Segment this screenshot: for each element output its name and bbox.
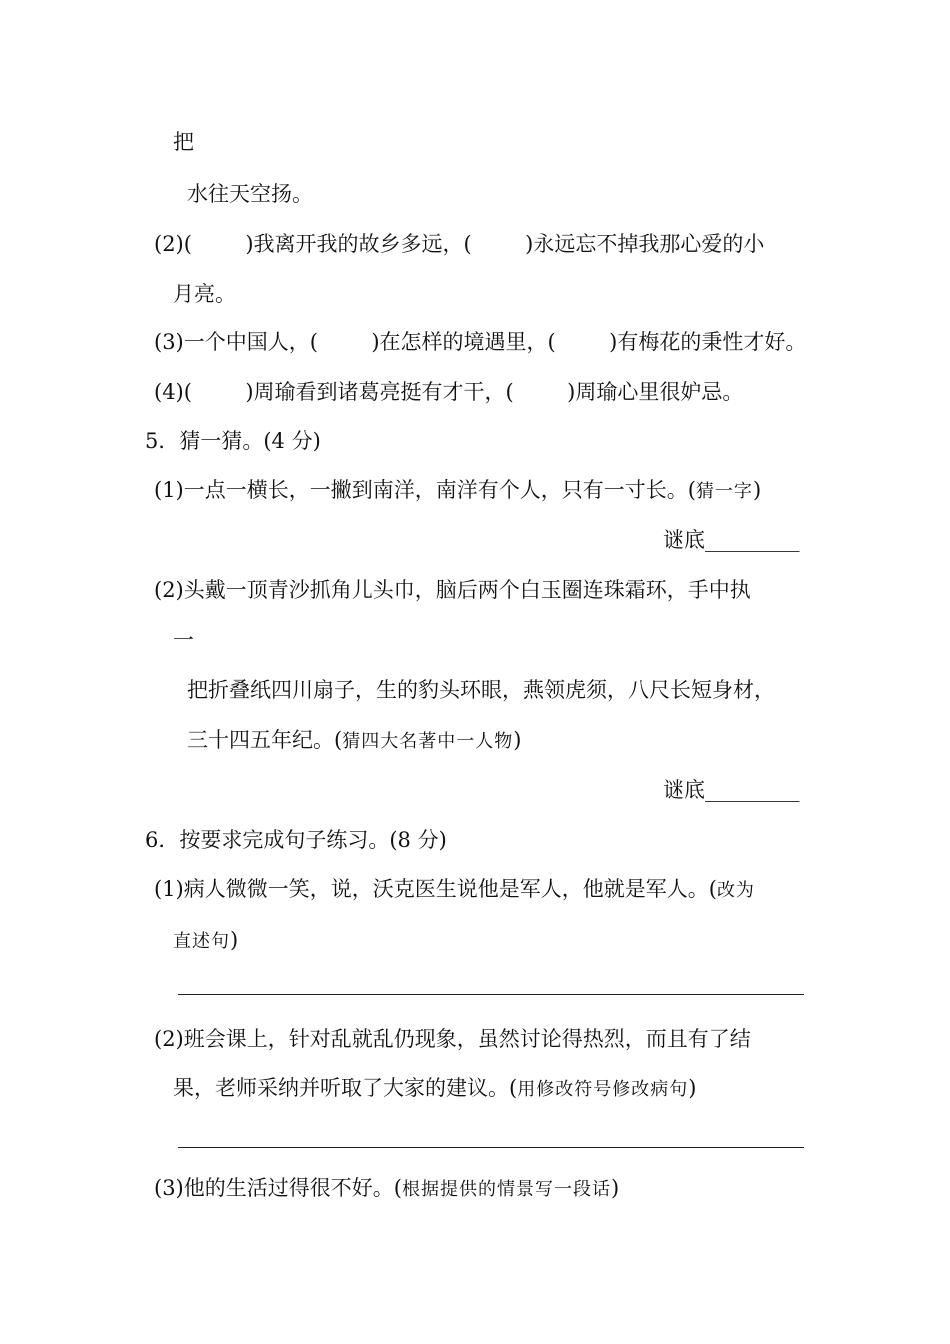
q6-item-1 xyxy=(154,875,755,905)
q4-item-4: (4)( )周瑜看到诸葛亮挺有才干，( )周瑜心里很妒忌。 xyxy=(154,380,744,404)
q5-answer-1[interactable]: 谜底_________ xyxy=(663,528,800,552)
q5-item-1-close: ) xyxy=(752,478,762,502)
q4-item-2: (2)( )我离开我的故乡多远，( )永远忘不掉我那心爱的小 xyxy=(154,232,765,256)
q5-item-2-cont-3 xyxy=(187,726,521,756)
q6-item-3-close: ) xyxy=(610,1176,620,1200)
q6-answer-line-2[interactable] xyxy=(178,1147,804,1148)
q4-line-1: 把 xyxy=(173,130,194,154)
q6-item-1-hint-a: 改为 xyxy=(716,880,755,901)
q6-item-3 xyxy=(154,1174,619,1204)
q6-title: 6．按要求完成句子练习。(8 分) xyxy=(145,828,447,852)
q5-item-2-close: ) xyxy=(513,728,522,752)
q6-item-2-hint: 用修改符号修改病句 xyxy=(517,1079,689,1100)
q6-item-1-hint-b: 直述句 xyxy=(173,931,230,952)
q5-item-1-text: (1)一点一横长，一撇到南洋，南洋有个人，只有一寸长。( xyxy=(154,478,696,502)
q5-item-2: (2)头戴一顶青沙抓角儿头巾，脑后两个白玉圈连珠霜环，手中执 xyxy=(154,578,751,602)
q6-item-1-text: (1)病人微微一笑，说，沃克医生说他是军人，他就是军人。( xyxy=(154,877,717,901)
q5-item-2-hint: 猜四大名著中一人物 xyxy=(342,731,514,752)
q6-item-2-close: ) xyxy=(688,1076,697,1100)
q5-answer-2[interactable]: 谜底_________ xyxy=(663,778,800,802)
q6-item-3-hint: 根据提供的情景写一段话 xyxy=(401,1179,611,1200)
q6-item-2: (2)班会课上，针对乱就乱仍现象，虽然讨论得热烈，而且有了结 xyxy=(154,1027,751,1051)
q5-item-2-cont-2: 把折叠纸四川扇子，生的豹头环眼，燕领虎须，八尺长短身材， xyxy=(187,678,775,702)
q5-title: 5．猜一猜。(4 分) xyxy=(145,429,321,453)
q6-item-1-close: ) xyxy=(230,928,239,952)
q5-item-1 xyxy=(154,476,761,506)
q6-item-2-cont xyxy=(173,1074,696,1104)
q6-item-2-text: 果，老师采纳并听取了大家的建议。( xyxy=(173,1076,518,1100)
q4-line-2: 水往天空扬。 xyxy=(187,182,313,206)
q5-item-2-text: 三十四五年纪。( xyxy=(187,728,343,752)
q5-item-2-cont-1: 一 xyxy=(173,628,194,652)
q6-item-1-cont xyxy=(173,926,238,956)
q6-answer-line-1[interactable] xyxy=(178,994,804,995)
q5-item-1-hint: 猜一字 xyxy=(695,481,753,502)
q4-item-2-cont: 月亮。 xyxy=(173,282,236,306)
q4-item-3: (3)一个中国人，( )在怎样的境遇里，( )有梅花的秉性才好。 xyxy=(154,330,807,354)
q6-item-3-text: (3)他的生活过得很不好。( xyxy=(154,1176,402,1200)
